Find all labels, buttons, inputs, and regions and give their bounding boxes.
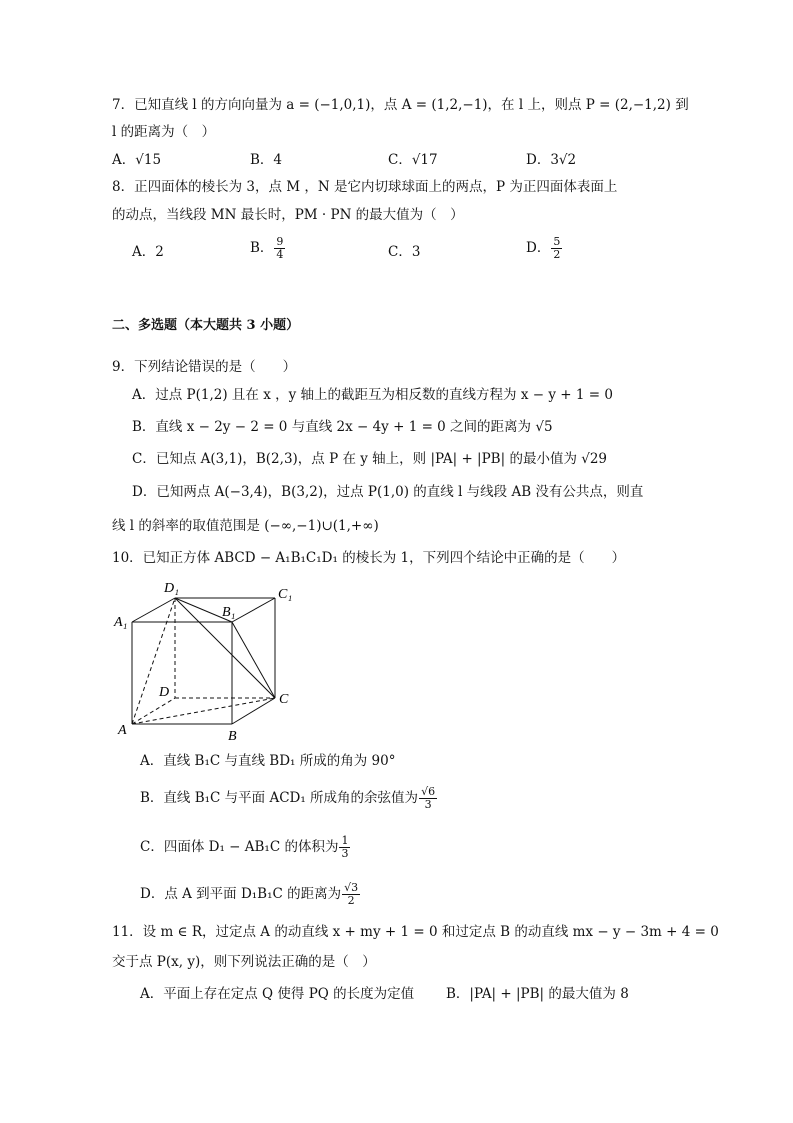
q10-option-c-fraction: $\frac{1}{3}$ xyxy=(341,834,349,860)
q9-option-d-line2: 线 l 的斜率的取值范围是 (−∞,−1)∪(1,+∞) xyxy=(112,518,379,534)
q10-option-a: A．直线 B₁C 与直线 BD₁ 所成的角为 90° xyxy=(140,753,396,769)
q8-option-a: A．2 xyxy=(132,244,164,260)
label-c: C xyxy=(279,692,289,707)
q11-option-b: B．|PA| + |PB| 的最大值为 8 xyxy=(446,986,629,1002)
q9-option-c: C．已知点 A(3,1)，B(2,3)，点 P 在 y 轴上，则 |PA| + |PB| 的最小值为 √29 xyxy=(132,451,608,467)
q7-option-a: A．√15 xyxy=(112,152,162,168)
q10-option-d xyxy=(140,882,361,907)
edge-b1c xyxy=(232,622,275,698)
q7-line1: 7．已知直线 l 的方向向量为 a = (−1,0,1)，点 A = (1,2,−1)，在 l 上，则点 P = (2,−1,2) 到 xyxy=(112,97,689,113)
label-a: A xyxy=(118,723,127,738)
edge-b1c1 xyxy=(232,598,275,622)
q11-option-a: A．平面上存在定点 Q 使得 PQ 的长度为定值 xyxy=(140,986,415,1002)
q7-option-d: D．3√2 xyxy=(526,152,577,168)
label-d: D xyxy=(159,685,170,700)
q11-line1: 11．设 m ∈ R，过定点 A 的动直线 x + my + 1 = 0 和过定点 B 的动直线 mx − y − 3m + 4 = 0 xyxy=(112,924,719,940)
q10-option-d-fraction: $\frac{√3}{2}$ xyxy=(344,881,359,907)
q8-option-c: C．3 xyxy=(388,244,421,260)
section-header: 二、多选题（本大题共 3 小题） xyxy=(112,318,300,333)
q10-option-d-text: D．点 A 到平面 D₁B₁C 的距离为 xyxy=(140,886,342,902)
label-b1: B₁ xyxy=(222,605,236,620)
q8-option-d-label: D． xyxy=(526,240,551,256)
q9-option-a: A．过点 P(1,2) 且在 x ，y 轴上的截距互为相反数的直线方程为 x − y + 1 = 0 xyxy=(132,387,613,403)
q7-line2: l 的距离为（ ） xyxy=(112,124,216,140)
q10-stem: 10．已知正方体 ABCD − A₁B₁C₁D₁ 的棱长为 1，下列四个结论中正确的是（ ） xyxy=(112,550,626,566)
q7-option-c: C．√17 xyxy=(388,152,438,168)
edge-a1d1 xyxy=(132,598,175,622)
q9-stem: 9．下列结论错误的是（ ） xyxy=(112,359,297,375)
q9-option-d-line1: D．已知两点 A(−3,4)，B(3,2)，过点 P(1,0) 的直线 l 与线段 AB 没有公共点，则直 xyxy=(132,484,644,500)
label-b: B xyxy=(228,729,237,744)
q11-line2: 交于点 P(x, y)，则下列说法正确的是（ ） xyxy=(112,954,376,970)
label-d1: D₁ xyxy=(164,581,179,596)
q10-option-c-text: C．四面体 D₁ − AB₁C 的体积为 xyxy=(140,839,339,855)
q8-line2: 的动点，当线段 MN 最长时，PM · PN 的最大值为（ ） xyxy=(112,207,464,223)
q10-option-b-fraction: $\frac{√6}{3}$ xyxy=(421,785,436,811)
label-c1: C₁ xyxy=(278,587,293,602)
q10-option-b xyxy=(140,786,438,811)
q10-option-b-text: B．直线 B₁C 与平面 ACD₁ 所成角的余弦值为 xyxy=(140,790,419,806)
q8-line1: 8．正四面体的棱长为 3，点 M ，N 是它内切球球面上的两点，P 为正四面体表面上 xyxy=(112,179,618,195)
q8-option-b-label: B． xyxy=(250,240,274,256)
edge-bc xyxy=(232,698,275,724)
edge-ad1-hidden xyxy=(132,598,175,724)
q8-option-d xyxy=(526,236,563,261)
q7-option-b: B．4 xyxy=(250,152,283,168)
q8-option-d-fraction: $\frac{5}{2}$ xyxy=(553,235,561,261)
q8-option-b xyxy=(250,236,286,261)
q10-option-c xyxy=(140,835,351,860)
q9-option-b: B．直线 x − 2y − 2 = 0 与直线 2x − 4y + 1 = 0 之间的距离为 √5 xyxy=(132,419,553,435)
cube-figure xyxy=(112,578,302,748)
q8-option-b-fraction: $\frac{9}{4}$ xyxy=(276,235,284,261)
label-a1: A₁ xyxy=(114,615,128,630)
